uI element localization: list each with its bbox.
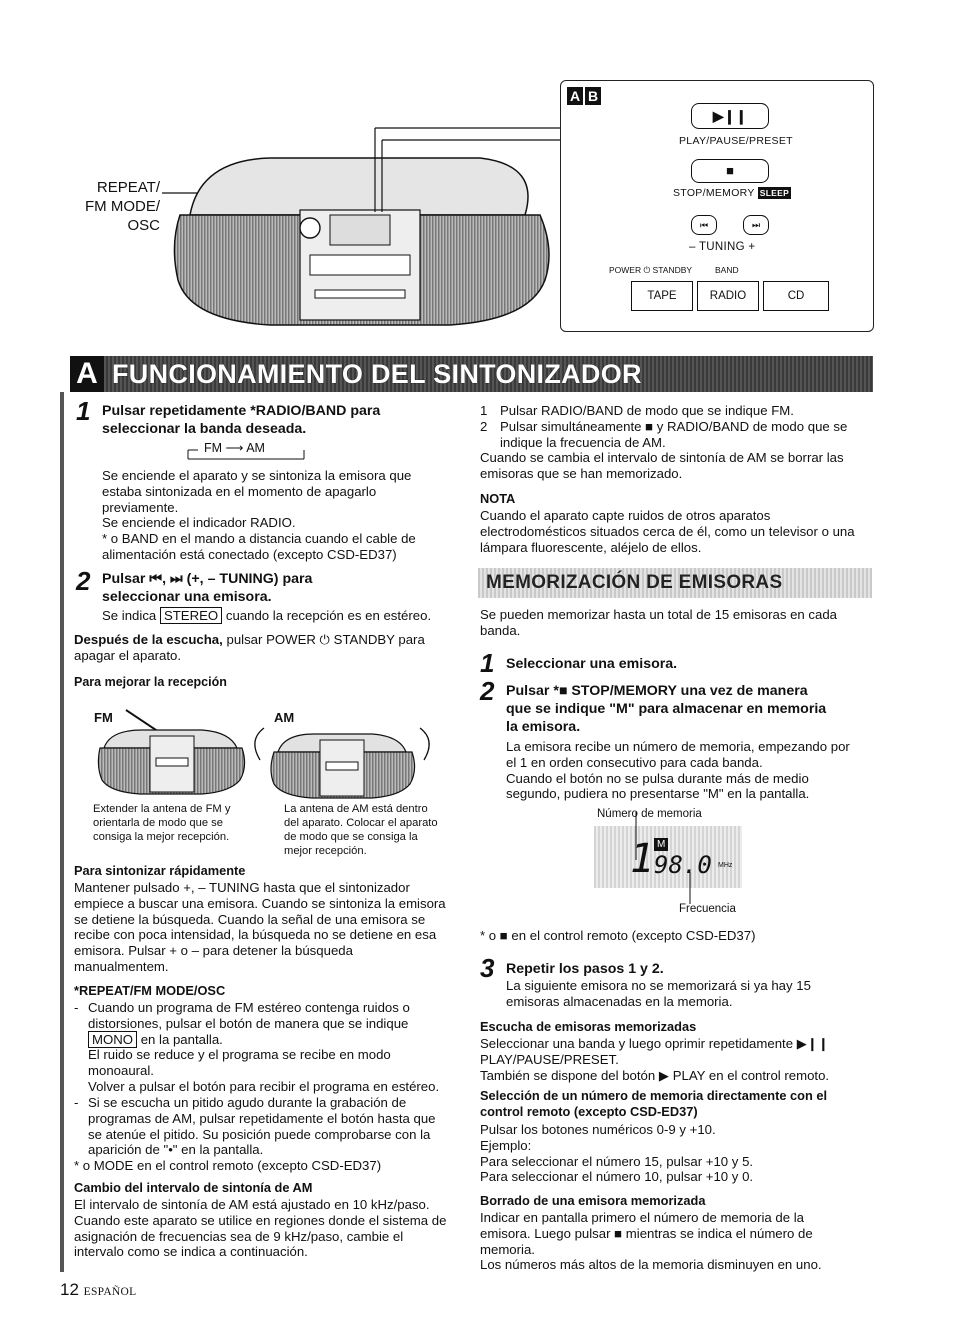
direct-select-text: Pulsar los botones numéricos 0-9 y +10. Ejemplo: Para seleccionar el número 15, pulsar +10 y 5. Para seleccionar el número 10, pulsar +10 y 0.	[480, 1122, 754, 1185]
erase-text: Indicar en pantalla primero el número de memoria de la emisora. Luego pulsar ■ mientras se indica el número de memoria. Los números más altos de la memoria disminuyen en uno.	[480, 1210, 822, 1273]
memory-intro: Se pueden memorizar hasta un total de 15 emisoras en cada banda.	[480, 607, 838, 638]
stop-memory-button[interactable]	[691, 159, 769, 183]
tuning-label: – TUNING +	[689, 241, 756, 253]
stop-icon: ■	[726, 163, 734, 178]
reception-heading: Para mejorar la recepción	[74, 675, 227, 689]
memory-step-1-title: Seleccionar una emisora.	[506, 656, 678, 672]
fm-antenna-illustration	[92, 696, 252, 796]
quick-tuning-heading: Para sintonizar rápidamente	[74, 863, 246, 878]
listen-heading: Escucha de emisoras memorizadas	[480, 1019, 697, 1034]
sleep-badge: SLEEP	[759, 188, 790, 198]
band-label: BAND	[715, 265, 739, 275]
am-antenna-illustration	[246, 720, 438, 800]
section-title: FUNCIONAMIENTO DEL SINTONIZADOR	[112, 359, 642, 389]
quick-tuning-text: Mantener pulsado +, – TUNING hasta que el sintonizador empiece a buscar una emisora. Cuando se sintoniza la emisora se detiene la búsqueda. Cuando la señal de una emisora se recibe con poca intensidad, la búsqueda no se detiene en esa emisora. Pulsar + o – para detener la búsqueda manualmentem.	[74, 880, 446, 974]
step-2-number: 2	[76, 566, 91, 596]
memory-section-title: MEMORIZACIÓN DE EMISORAS	[486, 572, 783, 593]
memory-indicator: M	[654, 838, 668, 851]
tape-button[interactable]: TAPE	[631, 281, 693, 311]
listen-text: Seleccionar una banda y luego oprimir repetidamente ▶❙❙ PLAY/PAUSE/PRESET. También se dispone del botón ▶ PLAY en el control remoto.	[480, 1036, 830, 1083]
repeat-bullet-2: - Si se escucha un pitido agudo durante la grabación de programas de AM, pulsar repetidamente el botón hasta que se atenúe el pitido. Su posición puede comprobarse con la aparición de "•" en la pantalla.	[74, 1095, 436, 1158]
step-1-text: Se enciende el aparato y se sintoniza la emisora que estaba sintonizada en el momento de apagarlo previamente. Se enciende el indicador RADIO. * o BAND en el mando a distancia cuando el cable de alimentación está conectado (excepto CSD-ED37)	[102, 468, 416, 562]
stereo-indicator: STEREO	[160, 607, 222, 624]
nota-heading: NOTA	[480, 491, 516, 506]
repeat-note: * o MODE en el control remoto (excepto CSD-ED37)	[74, 1158, 382, 1173]
direct-select-heading: Selección de un número de memoria directamente con el control remoto (excepto CSD-ED37)	[480, 1088, 828, 1119]
control-panel	[560, 80, 874, 332]
left-margin-bar	[60, 392, 64, 1272]
erase-heading: Borrado de una emisora memorizada	[480, 1193, 706, 1208]
memory-section-banner	[478, 568, 872, 598]
radio-button[interactable]: RADIO	[697, 281, 759, 311]
tuning-up-button[interactable]	[743, 215, 769, 235]
play-pause-preset-button[interactable]	[691, 103, 769, 129]
source-buttons	[631, 281, 831, 311]
memory-display	[594, 826, 742, 888]
repeat-bullet-1: - Cuando un programa de FM estéreo contenga ruidos o distorsiones, pulsar el botón de manera que se indique MONO en la pantalla. El ruido se reduce y el programa se recibe en modo monoaural. Volver a pulsar el botón para recibir el programa en estéreo.	[74, 1000, 440, 1094]
callout-label: REPEAT/ FM MODE/ OSC	[85, 179, 160, 234]
power-standby-label: POWER ⏻ STANDBY	[609, 265, 693, 275]
step-2-title: Pulsar ⏮, ⏭ (+, – TUNING) para seleccionar una emisora.	[102, 571, 313, 605]
panel-tag: A B	[567, 87, 601, 105]
memory-step-2-text: La emisora recibe un número de memoria, empezando por el 1 en orden consecutivo para cada banda. Cuando el botón no se pulsa durante más de medio segundo, pudiera no presentarse "M" en la pantalla.	[506, 739, 850, 802]
section-letter: A	[70, 356, 104, 392]
stop-memory-label: STOP/MEMORY SLEEP	[673, 187, 790, 199]
am-interval-steps: 1 Pulsar RADIO/BAND de modo que se indique FM. 2 Pulsar simultáneamente ■ y RADIO/BAND de modo que se indique la frecuencia de AM. Cuando se cambia el intervalo de sintonía de AM se borrar las emisoras que se han memorizado.	[480, 403, 848, 482]
section-a-banner	[70, 356, 873, 392]
repeat-fm-mode-heading: *REPEAT/FM MODE/OSC	[74, 983, 226, 998]
frequency-unit: MHz	[718, 862, 733, 869]
play-pause-icon: ▶❙❙	[712, 108, 748, 124]
am-label: AM	[274, 710, 295, 725]
nota-text: Cuando el aparato capte ruidos de otros aparatos electrodomésticos situados cerca de él, como un televisor o una lámpara fluorescente, aléjelo de ellos.	[480, 508, 855, 555]
frequency-label: Frecuencia	[679, 903, 736, 915]
preset-digit: 1	[630, 836, 655, 882]
tuning-down-button[interactable]	[691, 215, 717, 235]
am-caption: La antena de AM está dentro del aparato. Colocar el aparato de modo que se consiga la mejor recepción.	[284, 803, 438, 857]
am-interval-heading: Cambio del intervalo de sintonía de AM	[74, 1180, 313, 1195]
step-2-text: Se indica STEREO cuando la recepción es en estéreo.	[102, 608, 432, 623]
am-interval-text: El intervalo de sintonía de AM está ajustado en 10 kHz/paso. Cuando este aparato se utilice en regiones donde el sistema de asignación de frecuencias sea de 9 kHz/paso, cambie el intervalo como se indica a continuación.	[74, 1197, 447, 1260]
skip-forward-icon: ⏭	[751, 220, 761, 230]
memory-step-3-title: Repetir los pasos 1 y 2.	[506, 961, 664, 977]
skip-back-icon: ⏮	[699, 220, 709, 230]
fm-label: FM	[94, 710, 113, 725]
frequency-digits: 98.0	[654, 851, 712, 879]
page-number: 12 ESPAÑOL	[60, 1280, 137, 1299]
fm-caption: Extender la antena de FM y orientarla de modo que se consiga la mejor recepción.	[93, 803, 231, 843]
memory-number-label: Número de memoria	[597, 808, 702, 820]
memory-step-2-number: 2	[480, 676, 495, 706]
remote-note: * o ■ en el control remoto (excepto CSD-ED37)	[480, 928, 756, 943]
boombox-illustration	[150, 120, 570, 335]
memory-step-3-number: 3	[480, 953, 495, 983]
cd-button[interactable]: CD	[763, 281, 829, 311]
after-listening-text: Después de la escucha, pulsar POWER ⏻ STANDBY para apagar el aparato.	[74, 632, 425, 663]
step-1-number: 1	[76, 396, 91, 426]
play-pause-preset-label: PLAY/PAUSE/PRESET	[679, 135, 793, 147]
band-flow: FM ⟶ AM	[204, 441, 265, 455]
mono-indicator: MONO	[88, 1031, 137, 1048]
step-1-title: Pulsar repetidamente *RADIO/BAND para seleccionar la banda deseada.	[102, 403, 381, 437]
memory-step-1-number: 1	[480, 648, 495, 678]
memory-step-2-title: Pulsar *■ STOP/MEMORY una vez de manera que se indique "M" para almacenar en memoria la emisora.	[506, 683, 827, 735]
memory-step-3-text: La siguiente emisora no se memorizará si ya hay 15 emisoras almacenadas en la memoria.	[506, 978, 811, 1009]
